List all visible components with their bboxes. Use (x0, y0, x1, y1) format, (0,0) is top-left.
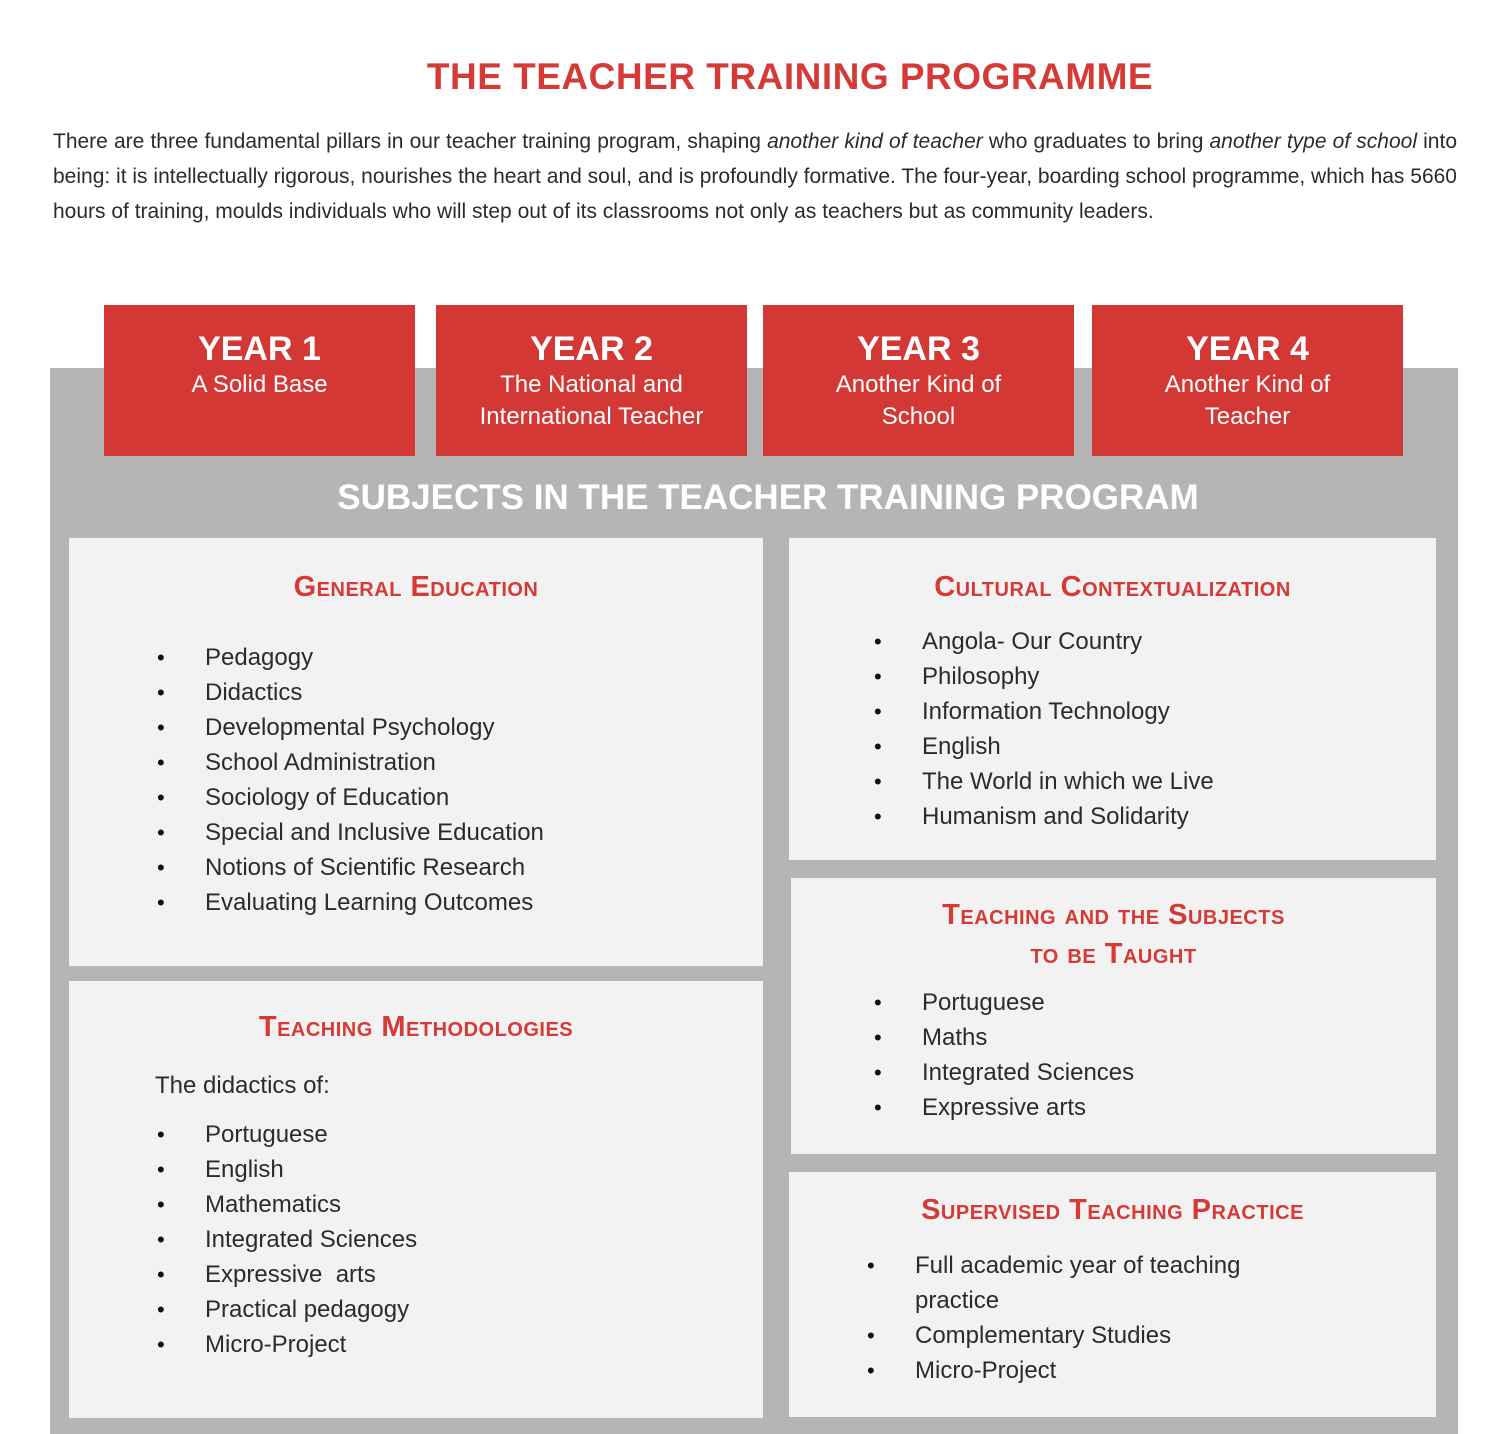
list-item: • Information Technology (874, 694, 1214, 729)
list-item: • Portuguese (874, 985, 1134, 1020)
intro-text-2: who graduates to bring (982, 130, 1210, 153)
cultural-contextualization-box (789, 538, 1436, 860)
year-2-card (436, 305, 747, 456)
list-item: • Maths (874, 1020, 1134, 1055)
page-title: THE TEACHER TRAINING PROGRAMME (426, 56, 1154, 97)
list-item: • Angola- Our Country (874, 624, 1214, 659)
year-3-card (763, 305, 1074, 456)
list-item: • Pedagogy (157, 640, 544, 675)
list-item: • Developmental Psychology (157, 710, 544, 745)
cultural-contextualization-title: Cultural Contextualization (934, 571, 1291, 603)
teaching-methodologies-box (69, 981, 763, 1418)
supervised-practice-title: Supervised Teaching Practice (921, 1194, 1304, 1226)
list-item: • Integrated Sciences (157, 1222, 417, 1257)
teaching-subjects-title (791, 896, 1436, 974)
year-subtitle: Another Kind of School (835, 371, 1002, 430)
teaching-methodologies-list (157, 1117, 417, 1362)
list-item: • Micro-Project (157, 1327, 417, 1362)
year-title: YEAR 4 (1186, 330, 1309, 368)
teaching-subjects-list (874, 985, 1134, 1125)
year-subtitle: A Solid Base (191, 371, 328, 398)
intro-emphasis-1: another kind of teacher (767, 130, 983, 153)
teaching-subjects-title-line2: to be Taught (1030, 938, 1197, 970)
supervised-practice-list (867, 1248, 1241, 1388)
list-item (867, 1248, 1241, 1318)
list-item: • English (157, 1152, 417, 1187)
year-1-card (104, 305, 415, 456)
teaching-methodologies-title: Teaching Methodologies (258, 1011, 574, 1043)
list-item: • Evaluating Learning Outcomes (157, 885, 544, 920)
teaching-subjects-title-line1: Teaching and the Subjects (942, 899, 1285, 931)
list-item: • Didactics (157, 675, 544, 710)
general-education-title: General Education (293, 571, 539, 603)
list-item: • Philosophy (874, 659, 1214, 694)
list-item: • Expressive arts (157, 1257, 417, 1292)
list-item: • Sociology of Education (157, 780, 544, 815)
year-subtitle: Another Kind of Teacher (1164, 371, 1331, 430)
cultural-contextualization-list (874, 624, 1214, 834)
teaching-subjects-box (791, 878, 1436, 1154)
general-education-box (69, 538, 763, 966)
intro-text-3: into being: it is intellectually rigorous, nourishes the heart and soul, and is profoundly formative. The four-year, boarding school programme, which has 5660 hours of training, moulds individuals who will step out of its classrooms not only as teachers but as community leaders. (53, 130, 1457, 223)
list-item: • School Administration (157, 745, 544, 780)
intro-emphasis-2: another type of school (1209, 130, 1418, 153)
list-item: • Special and Inclusive Education (157, 815, 544, 850)
list-item: • Complementary Studies (867, 1318, 1241, 1353)
list-item: • English (874, 729, 1214, 764)
intro-text-1: There are three fundamental pillars in our teacher training program, shaping (53, 130, 768, 153)
list-item: • Humanism and Solidarity (874, 799, 1214, 834)
supervised-practice-box (789, 1172, 1436, 1417)
year-subtitle: The National and International Teacher (479, 371, 704, 430)
list-item-line1: • Full academic year of teaching (915, 1252, 1241, 1279)
list-item: • Integrated Sciences (874, 1055, 1134, 1090)
list-item: • The World in which we Live (874, 764, 1214, 799)
year-4-card (1092, 305, 1403, 456)
list-item: • Expressive arts (874, 1090, 1134, 1125)
didactics-note: The didactics of: (155, 1072, 330, 1099)
list-item: • Notions of Scientific Research (157, 850, 544, 885)
list-item: • Portuguese (157, 1117, 417, 1152)
year-title: YEAR 1 (198, 330, 321, 368)
list-item: • Practical pedagogy (157, 1292, 417, 1327)
list-item: • Micro-Project (867, 1353, 1241, 1388)
subjects-heading: SUBJECTS IN THE TEACHER TRAINING PROGRAM (337, 478, 1199, 517)
general-education-list (157, 640, 544, 920)
year-title: YEAR 3 (857, 330, 980, 368)
intro-paragraph (53, 124, 1457, 229)
list-item: • Mathematics (157, 1187, 417, 1222)
list-item-line2: practice (915, 1287, 1000, 1314)
year-title: YEAR 2 (530, 330, 653, 368)
